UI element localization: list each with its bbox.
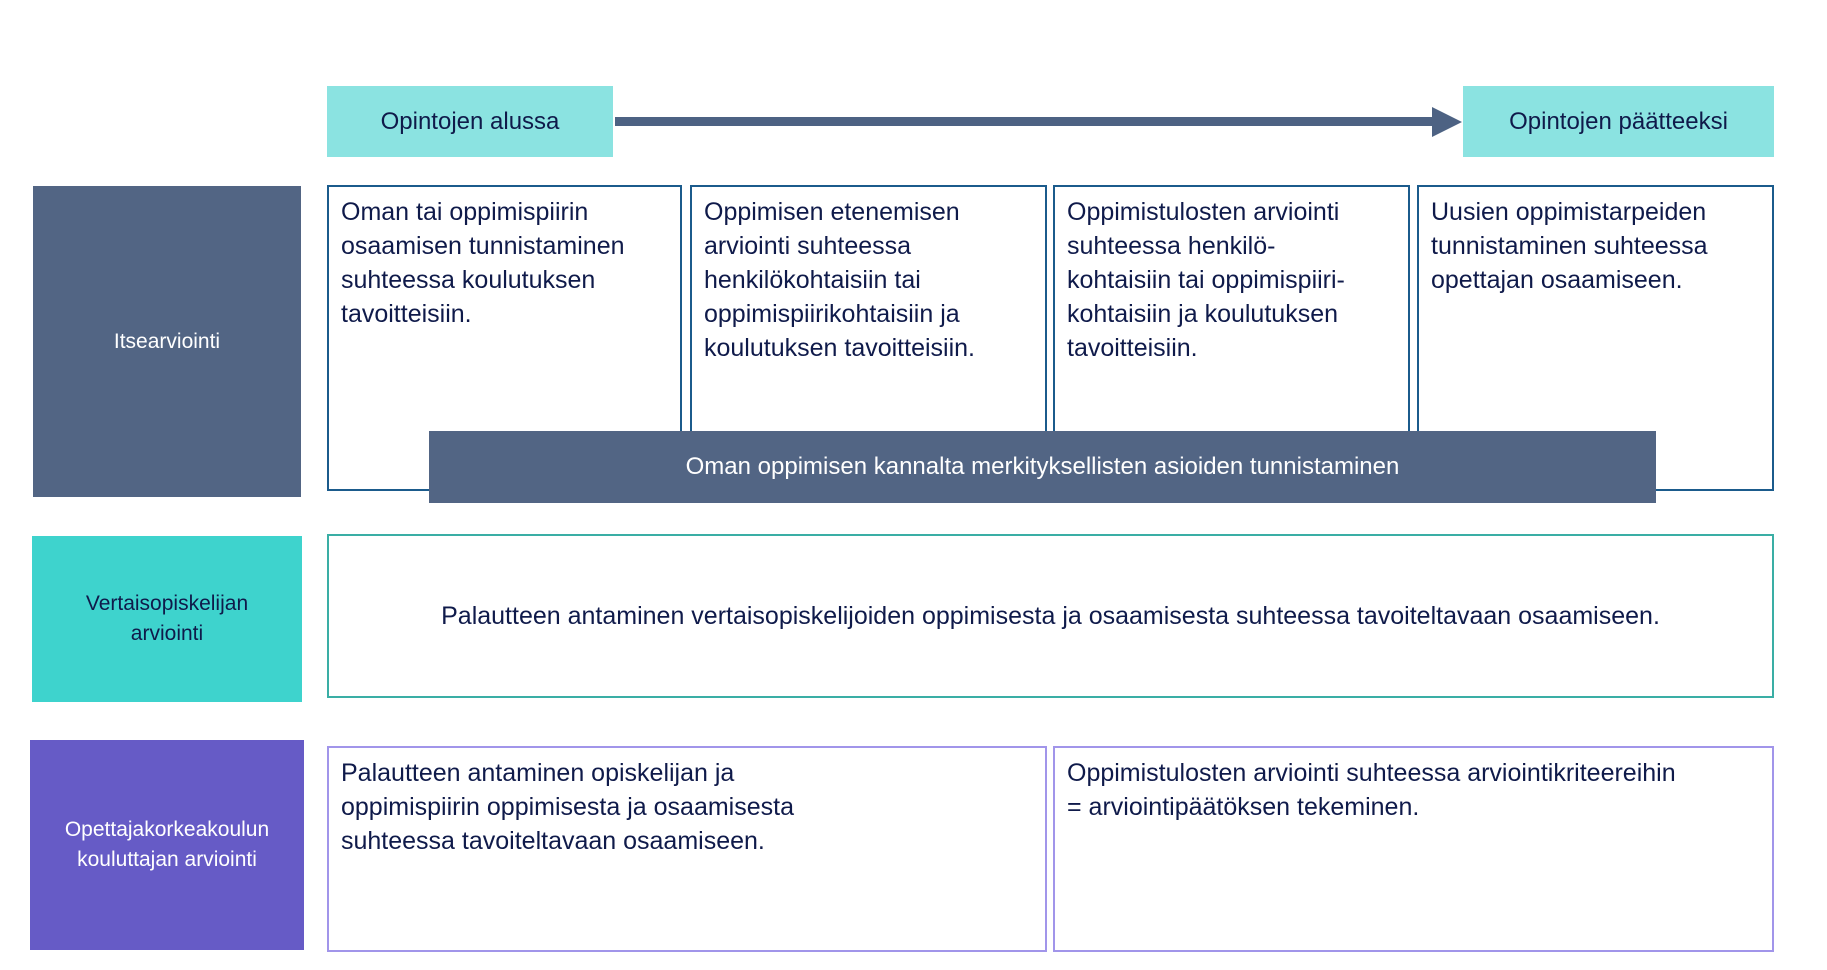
phase-start: Opintojen alussa [327,86,613,157]
self-assessment-box-4: Uusien oppimistarpeiden tunnistaminen suhteessa opettajan osaamiseen. [1417,185,1774,491]
self-assessment-box-1: Oman tai oppimispiirin osaamisen tunnistaminen suhteessa koulutuksen tavoitteisiin. [327,185,682,491]
self-assessment-box-3: Oppimistulosten arviointi suhteessa henkilö- kohtaisiin tai oppimispiiri- kohtaisiin ja koulutuksen tavoitteisiin. [1053,185,1410,491]
peer-assessment-box [327,534,1774,698]
self-assessment-box-2: Oppimisen etenemisen arviointi suhteessa henkilökohtaisiin tai oppimispiirikohtaisiin ja koulutuksen tavoitteisiin. [690,185,1047,491]
phase-end: Opintojen päätteeksi [1463,86,1774,157]
row-label-self-assessment: Itsearviointi [33,186,301,497]
timeline-arrow-head-icon [1432,107,1462,137]
self-assessment-banner: Oman oppimisen kannalta merkityksellisten asioiden tunnistaminen [429,431,1656,503]
row-label-peer-assessment: Vertaisopiskelijan arviointi [32,536,302,702]
row-label-teacher-assessment: Opettajakorkeakoulun kouluttajan arviointi [30,740,304,950]
peer-assessment-text: Palautteen antaminen vertaisopiskelijoiden oppimisesta ja osaamisesta suhteessa tavoiteltavaan osaamiseen. [441,602,1660,630]
teacher-assessment-box-1: Palautteen antaminen opiskelijan ja oppimispiirin oppimisesta ja osaamisesta suhteessa tavoiteltavaan osaamiseen. [327,746,1047,952]
teacher-assessment-box-2: Oppimistulosten arviointi suhteessa arviointikriteereihin = arviointipäätöksen tekeminen. [1053,746,1774,952]
timeline-arrow-line [615,117,1435,126]
